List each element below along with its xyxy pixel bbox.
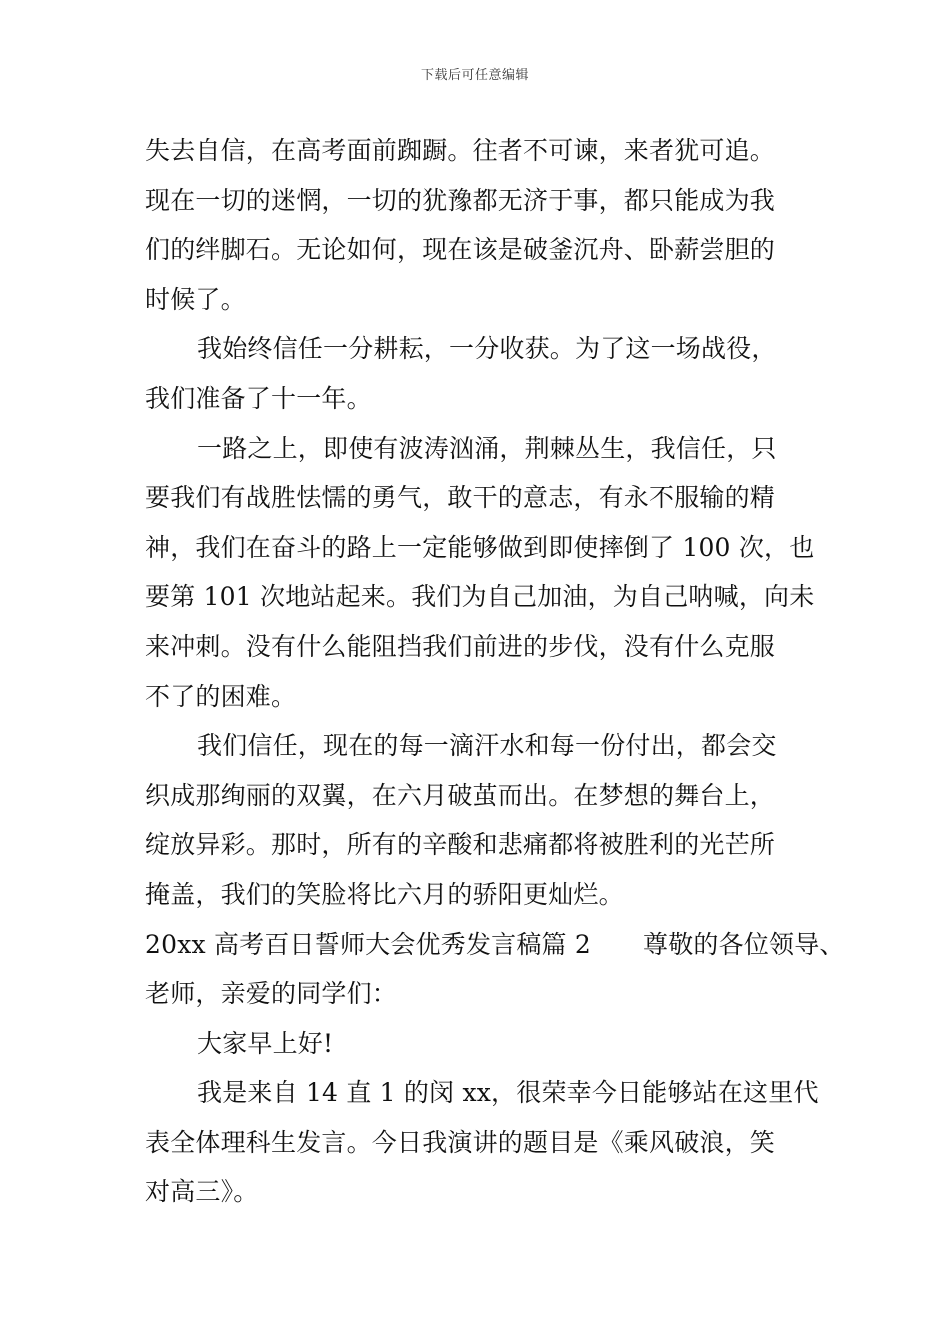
text-line: 绽放异彩。那时，所有的辛酸和悲痛都将被胜利的光芒所	[145, 830, 776, 860]
text-line: 我们信任，现在的每一滴汗水和每一份付出，都会交	[197, 731, 777, 761]
text-line: 织成那绚丽的双翼，在六月破茧而出。在梦想的舞台上，	[145, 780, 776, 810]
text-line: 不了的困难。	[145, 681, 297, 711]
text-line: 失去自信，在高考面前踟蹰。往者不可谏，来者犹可追。	[145, 136, 776, 165]
text-line: 对高三》。	[145, 1177, 259, 1207]
text-line: 老师，亲爱的同学们：	[145, 979, 398, 1009]
text-line: 要我们有战胜怯懦的勇气，敢干的意志，有永不服输的精	[145, 483, 776, 513]
text-line: 我是来自 14 直 1 的闵 xx，很荣幸今日能够站在这里代	[197, 1078, 819, 1108]
text-line: 我们准备了十一年。	[145, 383, 372, 413]
document-body	[145, 126, 845, 1217]
section-title: 20xx 高考百日誓师大会优秀发言稿篇 2	[145, 929, 592, 959]
text-line: 掩盖，我们的笑脸将比六月的骄阳更灿烂。	[145, 879, 624, 909]
text-line: 现在一切的迷惘，一切的犹豫都无济于事，都只能成为我	[145, 185, 776, 215]
text-line: 时候了。	[145, 284, 246, 314]
text-line: 神，我们在奋斗的路上一定能够做到即使摔倒了 100 次，也	[145, 532, 815, 562]
text-line: 们的绊脚石。无论如何，现在该是破釜沉舟、卧薪尝胆的	[145, 235, 776, 265]
text-line: 我始终信任一分耕耘，一分收获。为了这一场战役，	[197, 334, 777, 364]
text-line: 要第 101 次地站起来。我们为自己加油，为自己呐喊，向未	[145, 582, 815, 612]
section-heading-line	[145, 920, 845, 970]
salutation-start: 尊敬的各位领导、	[643, 929, 845, 959]
text-line: 一路之上，即使有波涛汹涌，荆棘丛生，我信任，只	[197, 433, 777, 463]
page-header: 下载后可任意编辑	[420, 68, 529, 83]
text-line: 表全体理科生发言。今日我演讲的题目是《乘风破浪，笑	[145, 1127, 776, 1157]
text-line: 来冲刺。没有什么能阻挡我们前进的步伐，没有什么克服	[145, 631, 776, 661]
text-line: 大家早上好!	[197, 1028, 334, 1058]
